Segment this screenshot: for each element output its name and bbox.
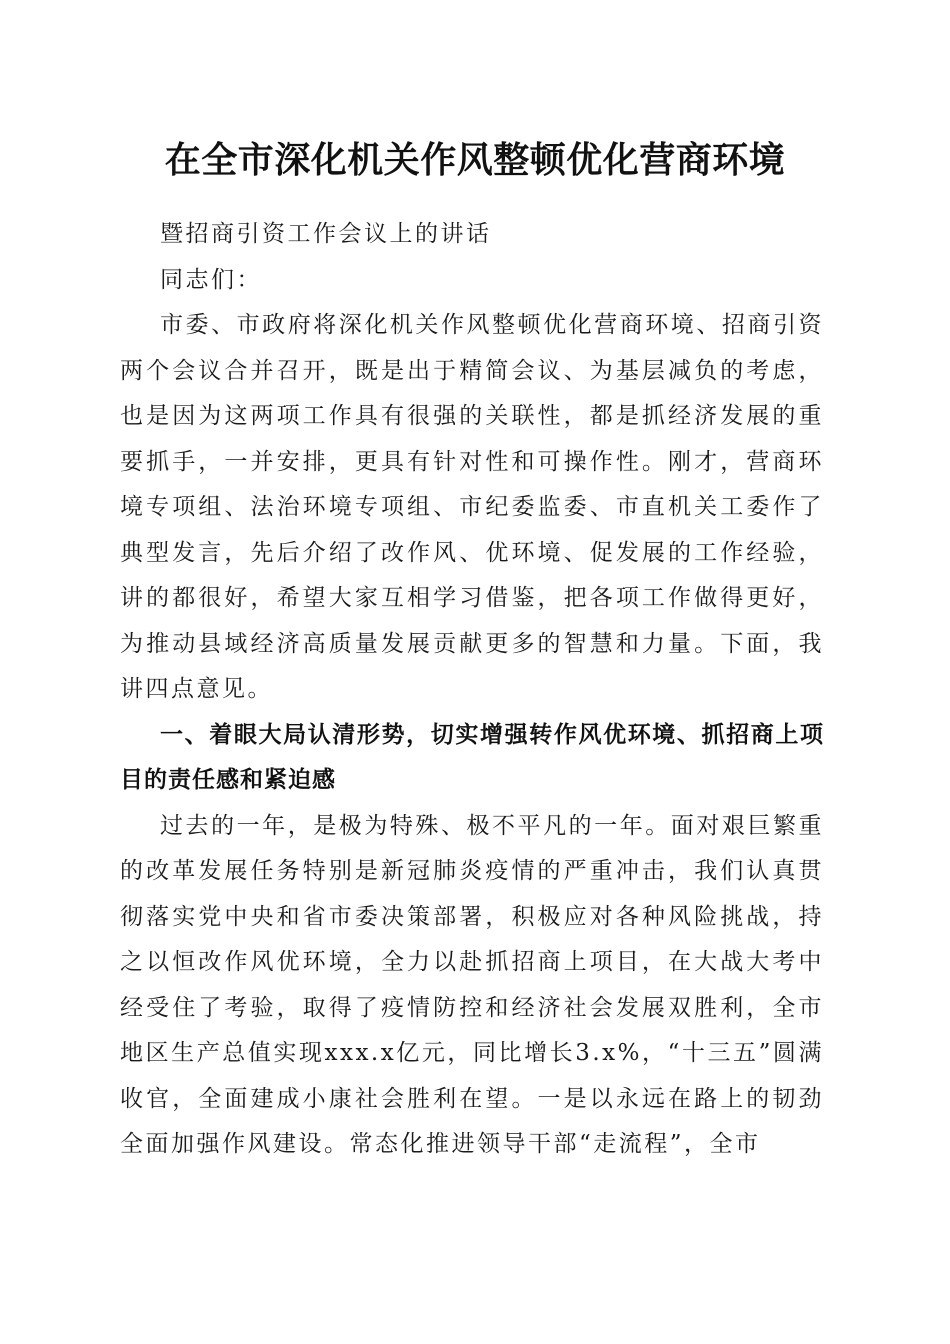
section-heading: 一、着眼大局认清形势，切实增强转作风优环境、抓招商上项目的责任感和紧迫感 bbox=[120, 721, 824, 793]
document-title: 在全市深化机关作风整顿优化营商环境 bbox=[164, 139, 786, 181]
document-body bbox=[120, 212, 824, 1168]
body-paragraph: 市委、市政府将深化机关作风整顿优化营商环境、招商引资两个会议合并召开，既是出于精简会议、为基层减负的考虑，也是因为这两项工作具有很强的关联性，都是抓经济发展的重要抓手，一并安排，更具有针对性和可操作性。刚才，营商环境专项组、法治环境专项组、市纪委监委、市直机关工委作了典型发言，先后介绍了改作风、优环境、促发展的工作经验，讲的都很好，希望大家互相学习借鉴，把各项工作做得更好，为推动县域经济高质量发展贡献更多的智慧和力量。下面，我讲四点意见。 bbox=[120, 312, 824, 702]
salutation: 同志们： bbox=[160, 266, 262, 293]
document-subtitle: 暨招商引资工作会议上的讲话 bbox=[160, 221, 492, 247]
body-paragraph: 过去的一年，是极为特殊、极不平凡的一年。面对艰巨繁重的改革发展任务特别是新冠肺炎疫情的严重冲击，我们认真贯彻落实党中央和省市委决策部署，积极应对各种风险挑战，持之以恒改作风优环境，全力以赴抓招商上项目，在大战大考中经受住了考验，取得了疫情防控和经济社会发展双胜利，全市地区生产总值实现xxx.x亿元，同比增长3.x%，“十三五”圆满收官，全面建成小康社会胜利在望。一是以永远在路上的韧劲全面加强作风建设。常态化推进领导干部“走流程”，全市 bbox=[120, 812, 824, 1157]
